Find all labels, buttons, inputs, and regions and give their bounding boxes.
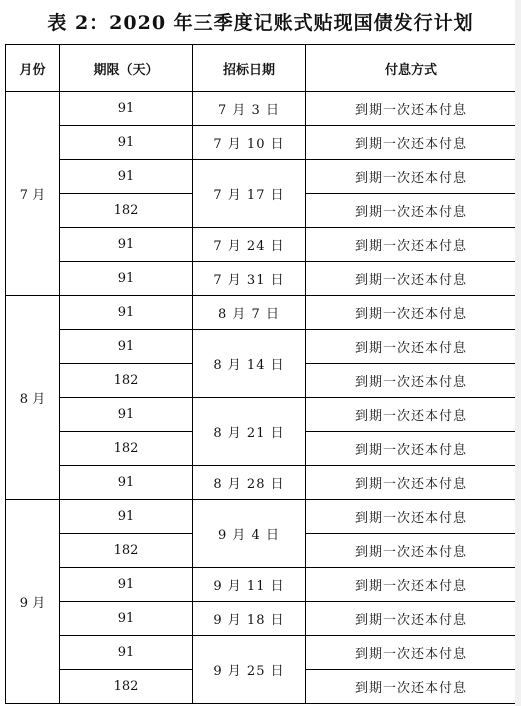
payment-cell: 到期一次还本付息: [306, 228, 517, 262]
date-cell: 7 月 24 日: [193, 228, 306, 262]
month-cell: 9 月: [6, 500, 60, 704]
payment-cell: 到期一次还本付息: [306, 194, 517, 228]
term-cell: 91: [60, 296, 193, 330]
table-row: [6, 160, 517, 194]
payment-cell: 到期一次还本付息: [306, 262, 517, 296]
date-cell: 7 月 3 日: [193, 92, 306, 126]
payment-cell: 到期一次还本付息: [306, 92, 517, 126]
table-row: [6, 466, 517, 500]
table-row: [6, 228, 517, 262]
date-cell: 7 月 17 日: [193, 160, 306, 228]
payment-cell: 到期一次还本付息: [306, 330, 517, 364]
term-cell: 91: [60, 636, 193, 670]
term-cell: 182: [60, 670, 193, 704]
date-cell: 9 月 18 日: [193, 602, 306, 636]
payment-cell: 到期一次还本付息: [306, 398, 517, 432]
term-cell: 182: [60, 364, 193, 398]
term-cell: 91: [60, 398, 193, 432]
payment-cell: 到期一次还本付息: [306, 466, 517, 500]
term-cell: 91: [60, 160, 193, 194]
table-row: [6, 262, 517, 296]
header-row: [6, 45, 517, 92]
term-cell: 182: [60, 432, 193, 466]
header-date: 招标日期: [193, 45, 306, 92]
date-cell: 9 月 11 日: [193, 568, 306, 602]
term-cell: 91: [60, 602, 193, 636]
payment-cell: 到期一次还本付息: [306, 568, 517, 602]
term-cell: 91: [60, 500, 193, 534]
payment-cell: 到期一次还本付息: [306, 126, 517, 160]
page-edge: [515, 0, 521, 706]
date-cell: 7 月 31 日: [193, 262, 306, 296]
table-row: [6, 500, 517, 534]
term-cell: 182: [60, 194, 193, 228]
date-cell: 7 月 10 日: [193, 126, 306, 160]
payment-cell: 到期一次还本付息: [306, 296, 517, 330]
term-cell: 182: [60, 534, 193, 568]
term-cell: 91: [60, 568, 193, 602]
date-cell: 9 月 4 日: [193, 500, 306, 568]
payment-cell: 到期一次还本付息: [306, 364, 517, 398]
payment-cell: 到期一次还本付息: [306, 500, 517, 534]
payment-cell: 到期一次还本付息: [306, 534, 517, 568]
table-row: [6, 636, 517, 670]
table-row: [6, 398, 517, 432]
term-cell: 91: [60, 92, 193, 126]
payment-cell: 到期一次还本付息: [306, 160, 517, 194]
table-row: [6, 568, 517, 602]
payment-cell: 到期一次还本付息: [306, 670, 517, 704]
payment-cell: 到期一次还本付息: [306, 602, 517, 636]
table-row: [6, 602, 517, 636]
table-row: [6, 296, 517, 330]
table-row: [6, 330, 517, 364]
table-title: 表 2：2020 年三季度记账式贴现国债发行计划: [47, 12, 474, 34]
table-row: [6, 92, 517, 126]
payment-cell: 到期一次还本付息: [306, 432, 517, 466]
payment-cell: 到期一次还本付息: [306, 636, 517, 670]
term-cell: 91: [60, 228, 193, 262]
date-cell: 9 月 25 日: [193, 636, 306, 704]
date-cell: 8 月 28 日: [193, 466, 306, 500]
month-cell: 7 月: [6, 92, 60, 296]
term-cell: 91: [60, 126, 193, 160]
header-month: 月份: [6, 45, 60, 92]
term-cell: 91: [60, 466, 193, 500]
schedule-body: [6, 92, 517, 704]
date-cell: 8 月 21 日: [193, 398, 306, 466]
term-cell: 91: [60, 262, 193, 296]
month-cell: 8 月: [6, 296, 60, 500]
table-row: [6, 126, 517, 160]
date-cell: 8 月 14 日: [193, 330, 306, 398]
header-term: 期限（天）: [60, 45, 193, 92]
issuance-schedule-table: [5, 44, 517, 704]
term-cell: 91: [60, 330, 193, 364]
date-cell: 8 月 7 日: [193, 296, 306, 330]
header-payment: 付息方式: [306, 45, 517, 92]
